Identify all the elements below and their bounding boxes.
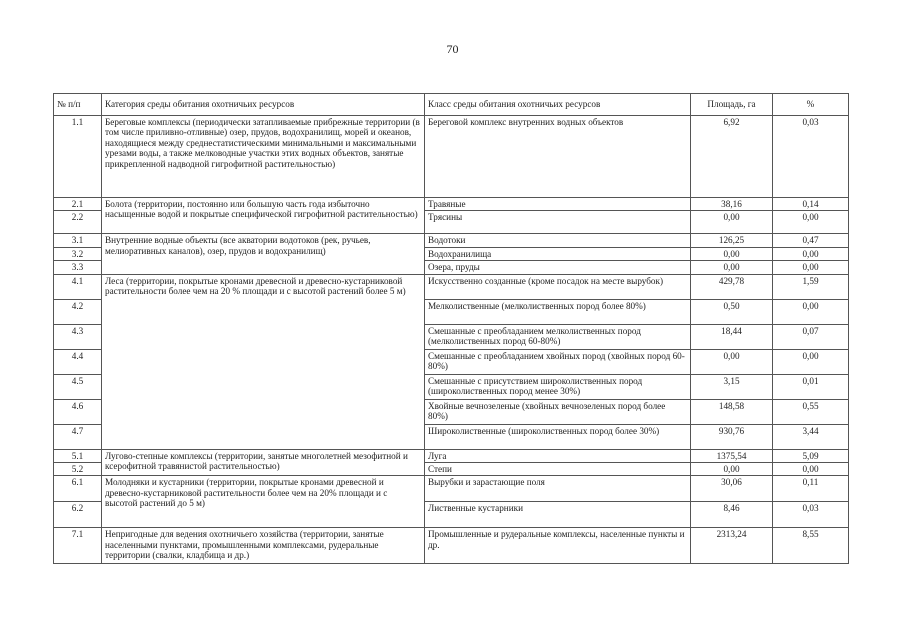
class-cell: Травяные xyxy=(425,198,691,211)
row-num: 4.2 xyxy=(54,299,102,324)
category-cell: Болота (территории, постоянно или большую часть года избыточно насыщенные водой и покрытые специфической гигрофитной растительностью) xyxy=(102,198,425,234)
class-cell: Смешанные с присутствием широколиственных пород (широколиственных пород менее 30%) xyxy=(425,374,691,399)
class-cell: Озера, пруды xyxy=(425,261,691,274)
class-cell: Береговой комплекс внутренних водных объектов xyxy=(425,116,691,198)
row-num: 3.2 xyxy=(54,247,102,260)
row-num: 4.3 xyxy=(54,324,102,349)
percent-cell: 0,47 xyxy=(773,234,849,247)
class-cell: Промышленные и рудеральные комплексы, населенные пункты и др. xyxy=(425,528,691,564)
area-cell: 0,00 xyxy=(691,349,773,374)
class-cell: Лиственные кустарники xyxy=(425,502,691,528)
class-cell: Степи xyxy=(425,463,691,476)
row-num: 5.1 xyxy=(54,449,102,462)
class-cell: Вырубки и зарастающие поля xyxy=(425,476,691,502)
table-row xyxy=(54,528,849,564)
percent-cell: 1,59 xyxy=(773,274,849,299)
category-cell: Внутренние водные объекты (все акватории водотоков (рек, ручьев, мелиоративных каналов), озер, прудов и водохранилищ) xyxy=(102,234,425,274)
row-num: 1.1 xyxy=(54,116,102,198)
class-cell: Искусственно созданные (кроме посадок на месте вырубок) xyxy=(425,274,691,299)
area-cell: 6,92 xyxy=(691,116,773,198)
percent-cell: 0,00 xyxy=(773,463,849,476)
area-cell: 429,78 xyxy=(691,274,773,299)
area-cell: 18,44 xyxy=(691,324,773,349)
row-num: 3.1 xyxy=(54,234,102,247)
row-num: 3.3 xyxy=(54,261,102,274)
row-num: 4.1 xyxy=(54,274,102,299)
class-cell: Смешанные с преобладанием мелколиственных пород (мелколиственных пород 60-80%) xyxy=(425,324,691,349)
percent-cell: 5,09 xyxy=(773,449,849,462)
row-num: 5.2 xyxy=(54,463,102,476)
table-header-row xyxy=(54,94,849,116)
table-row xyxy=(54,198,849,211)
area-cell: 930,76 xyxy=(691,424,773,449)
percent-cell: 0,00 xyxy=(773,261,849,274)
percent-cell: 3,44 xyxy=(773,424,849,449)
category-cell: Леса (территории, покрытые кронами древесной и древесно-кустарниковой растительности более чем на 20 % площади и с высотой растений более 5 м) xyxy=(102,274,425,449)
row-num: 2.1 xyxy=(54,198,102,211)
table-row xyxy=(54,449,849,462)
area-cell: 0,00 xyxy=(691,463,773,476)
area-cell: 8,46 xyxy=(691,502,773,528)
class-cell: Трясины xyxy=(425,211,691,234)
row-num: 2.2 xyxy=(54,211,102,234)
row-num: 7.1 xyxy=(54,528,102,564)
percent-cell: 8,55 xyxy=(773,528,849,564)
row-num: 4.7 xyxy=(54,424,102,449)
category-cell: Молодняки и кустарники (территории, покрытые кронами древесной и древесно-кустарниковой растительности более чем на 20% площади и с высотой растений до 5 м) xyxy=(102,476,425,528)
class-cell: Хвойные вечнозеленые (хвойных вечнозеленых пород более 80%) xyxy=(425,399,691,424)
row-num: 4.4 xyxy=(54,349,102,374)
class-cell: Широколиственные (широколиственных пород более 30%) xyxy=(425,424,691,449)
percent-cell: 0,03 xyxy=(773,502,849,528)
area-cell: 30,06 xyxy=(691,476,773,502)
table-row xyxy=(54,116,849,198)
area-cell: 126,25 xyxy=(691,234,773,247)
percent-cell: 0,01 xyxy=(773,374,849,399)
percent-cell: 0,00 xyxy=(773,211,849,234)
area-cell: 0,00 xyxy=(691,261,773,274)
percent-cell: 0,00 xyxy=(773,349,849,374)
area-cell: 0,00 xyxy=(691,247,773,260)
category-cell: Береговые комплексы (периодически затапливаемые прибрежные территории (в том числе приливно-отливные) озер, прудов, водохранилищ, морей и океанов, находящиеся между среднестатистическими минимальными и максимальными урезами воды, а также мелководные участки этих водных объектов, занятые прикрепленной надводной гигрофитной растительностью) xyxy=(102,116,425,198)
header-area: Площадь, га xyxy=(691,94,773,116)
class-cell: Луга xyxy=(425,449,691,462)
category-cell: Лугово-степные комплексы (территории, занятые многолетней мезофитной и ксерофитной травянистой растительностью) xyxy=(102,449,425,476)
area-cell: 1375,54 xyxy=(691,449,773,462)
table-row xyxy=(54,234,849,247)
class-cell: Мелколиственные (мелколиственных пород более 80%) xyxy=(425,299,691,324)
header-category: Категория среды обитания охотничьих ресурсов xyxy=(102,94,425,116)
row-num: 4.5 xyxy=(54,374,102,399)
area-cell: 0,00 xyxy=(691,211,773,234)
page-number: 70 xyxy=(446,42,459,56)
class-cell: Смешанные с преобладанием хвойных пород (хвойных пород 60-80%) xyxy=(425,349,691,374)
area-cell: 148,58 xyxy=(691,399,773,424)
area-cell: 3,15 xyxy=(691,374,773,399)
percent-cell: 0,00 xyxy=(773,247,849,260)
table-row xyxy=(54,476,849,502)
percent-cell: 0,03 xyxy=(773,116,849,198)
percent-cell: 0,00 xyxy=(773,299,849,324)
class-cell: Водохранилища xyxy=(425,247,691,260)
row-num: 6.1 xyxy=(54,476,102,502)
row-num: 6.2 xyxy=(54,502,102,528)
area-cell: 0,50 xyxy=(691,299,773,324)
habitat-table xyxy=(53,93,849,564)
percent-cell: 0,14 xyxy=(773,198,849,211)
percent-cell: 0,55 xyxy=(773,399,849,424)
row-num: 4.6 xyxy=(54,399,102,424)
table-row xyxy=(54,274,849,299)
header-class: Класс среды обитания охотничьих ресурсов xyxy=(425,94,691,116)
area-cell: 2313,24 xyxy=(691,528,773,564)
header-percent: % xyxy=(773,94,849,116)
class-cell: Водотоки xyxy=(425,234,691,247)
percent-cell: 0,07 xyxy=(773,324,849,349)
area-cell: 38,16 xyxy=(691,198,773,211)
category-cell: Непригодные для ведения охотничьего хозяйства (территории, занятые населенными пунктами, промышленными комплексами, рудеральные территории (свалки, кладбища и др.) xyxy=(102,528,425,564)
percent-cell: 0,11 xyxy=(773,476,849,502)
header-num: № п/п xyxy=(54,94,102,116)
